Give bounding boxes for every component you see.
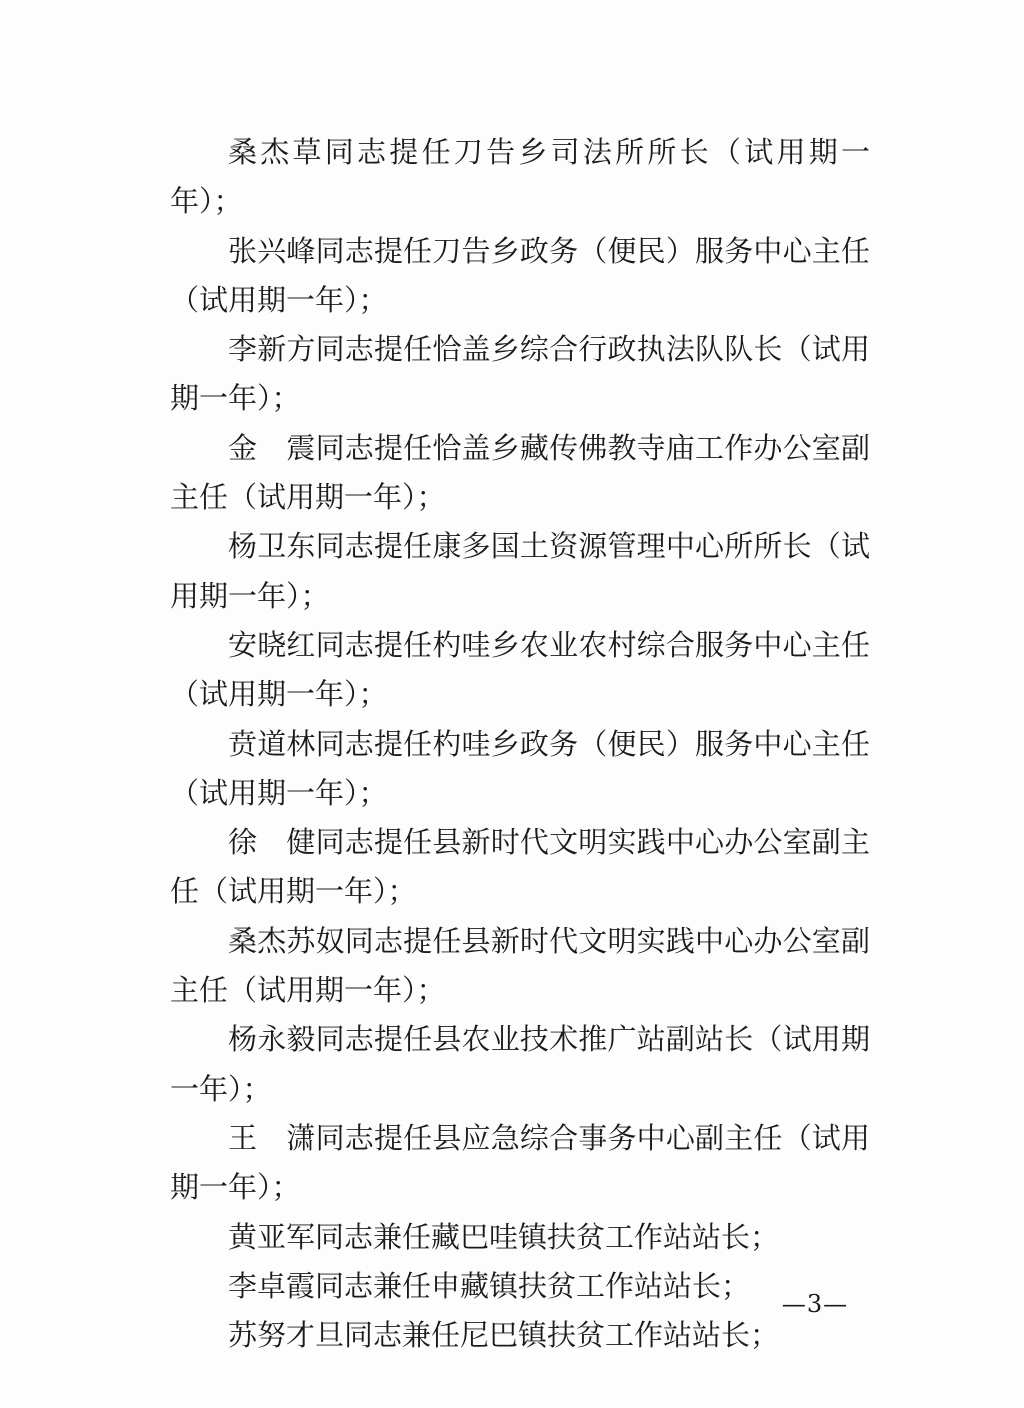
appointment-item: 桑杰苏奴同志提任县新时代文明实践中心办公室副主任（试用期一年）；: [170, 923, 870, 1008]
appointment-item: 贲道林同志提任杓哇乡政务（便民）服务中心主任（试用期一年）；: [170, 726, 870, 810]
appointment-item: 金 震同志提任恰盖乡藏传佛教寺庙工作办公室副主任（试用期一年）；: [170, 430, 870, 515]
appointment-item: 苏努才旦同志兼任尼巴镇扶贫工作站站长；: [228, 1318, 780, 1353]
appointment-item: 桑杰草同志提任刀告乡司法所所长（试用期一年）；: [170, 135, 870, 219]
appointment-item: 张兴峰同志提任刀告乡政务（便民）服务中心主任（试用期一年）；: [170, 233, 870, 317]
appointment-item: 徐 健同志提任县新时代文明实践中心办公室副主任（试用期一年）；: [170, 825, 870, 909]
appointment-item: 杨永毅同志提任县农业技术推广站副站长（试用期一年）；: [170, 1022, 870, 1106]
appointment-item: 黄亚军同志兼任藏巴哇镇扶贫工作站站长；: [228, 1219, 780, 1254]
document-body: [170, 128, 870, 1360]
appointment-item: 李新方同志提任恰盖乡综合行政执法队队长（试用期一年）；: [170, 332, 870, 416]
page-number: —3—: [781, 1290, 849, 1318]
appointment-item: 杨卫东同志提任康多国土资源管理中心所所长（试用期一年）；: [170, 529, 870, 613]
appointment-item: 安晓红同志提任杓哇乡农业农村综合服务中心主任（试用期一年）；: [170, 627, 870, 712]
appointment-item: 王 潇同志提任县应急综合事务中心副主任（试用期一年）；: [170, 1120, 870, 1205]
appointment-item: 李卓霞同志兼任申藏镇扶贫工作站站长；: [228, 1268, 751, 1303]
